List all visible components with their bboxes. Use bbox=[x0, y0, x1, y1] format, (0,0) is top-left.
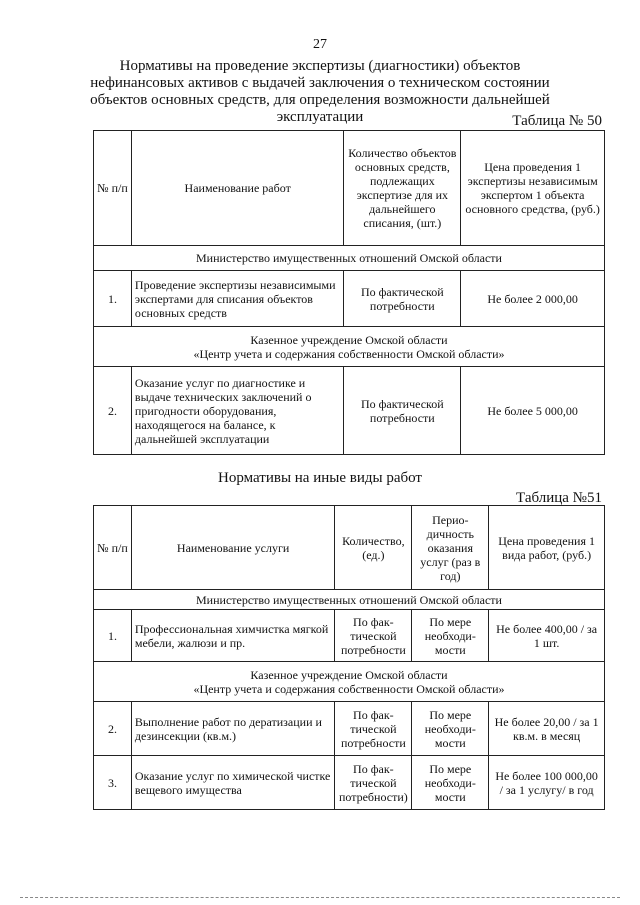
table-row bbox=[94, 702, 605, 756]
row-price: Не более 2 000,00 bbox=[461, 271, 605, 327]
table-51 bbox=[93, 505, 605, 810]
col-header-quantity: Количество, (ед.) bbox=[335, 506, 412, 590]
col-header-price: Цена проведения 1 экспертизы независимым экспертом 1 объекта основного средства, (руб.) bbox=[461, 131, 605, 246]
row-periodicity: По мере необходи-мости bbox=[412, 610, 489, 662]
group-title bbox=[94, 662, 605, 702]
page-number: 27 bbox=[313, 37, 327, 52]
row-quantity: По фактической потребности bbox=[344, 271, 461, 327]
table-header-row bbox=[94, 506, 605, 590]
col-header-quantity: Количество объектов основных средств, подлежащих экспертизе для их дальнейшего списания, (шт.) bbox=[344, 131, 461, 246]
table51-heading: Нормативы на иные виды работ bbox=[218, 470, 422, 486]
row-service-name: Профессиональная химчистка мягкой мебели, жалюзи и пр. bbox=[131, 610, 334, 662]
col-header-work-name: Наименование работ bbox=[131, 131, 344, 246]
row-periodicity: По мере необходи-мости bbox=[412, 702, 489, 756]
col-header-periodicity: Перио-дичность оказания услуг (раз в год) bbox=[412, 506, 489, 590]
row-number: 3. bbox=[94, 756, 132, 810]
row-quantity: По фактической потребности bbox=[344, 367, 461, 455]
row-periodicity: По мере необходи-мости bbox=[412, 756, 489, 810]
row-quantity: По фак-тической потребности bbox=[335, 702, 412, 756]
row-work-name: Оказание услуг по диагностике и выдаче технических заключений о пригодности оборудования, находящегося на балансе, к дальнейшей эксплуатации bbox=[131, 367, 344, 455]
group-row bbox=[94, 590, 605, 610]
table-50 bbox=[93, 130, 605, 455]
row-number: 2. bbox=[94, 367, 132, 455]
row-number: 1. bbox=[94, 271, 132, 327]
row-work-name: Проведение экспертизы независимыми экспертами для списания объектов основных средств bbox=[131, 271, 344, 327]
table-row bbox=[94, 367, 605, 455]
row-price: Не более 5 000,00 bbox=[461, 367, 605, 455]
row-quantity: По фак-тической потребности) bbox=[335, 756, 412, 810]
table-row bbox=[94, 610, 605, 662]
group-title: Министерство имущественных отношений Омской области bbox=[94, 590, 605, 610]
group-row bbox=[94, 327, 605, 367]
col-header-service-name: Наименование услуги bbox=[131, 506, 334, 590]
table50-label: Таблица № 50 bbox=[512, 113, 602, 129]
group-title-line: «Центр учета и содержания собственности Омской области» bbox=[193, 681, 505, 696]
col-header-number: № п/п bbox=[94, 131, 132, 246]
table51-label: Таблица №51 bbox=[516, 490, 602, 506]
group-row bbox=[94, 246, 605, 271]
group-title bbox=[94, 327, 605, 367]
table-row bbox=[94, 756, 605, 810]
group-row bbox=[94, 662, 605, 702]
row-service-name: Выполнение работ по дератизации и дезинсекции (кв.м.) bbox=[131, 702, 334, 756]
row-price: Не более 20,00 / за 1 кв.м. в месяц bbox=[489, 702, 605, 756]
row-service-name: Оказание услуг по химической чистке вещевого имущества bbox=[131, 756, 334, 810]
scan-edge-line bbox=[20, 897, 620, 898]
row-number: 2. bbox=[94, 702, 132, 756]
row-price: Не более 400,00 / за 1 шт. bbox=[489, 610, 605, 662]
row-quantity: По фак-тической потребности bbox=[335, 610, 412, 662]
col-header-number: № п/п bbox=[94, 506, 132, 590]
group-title: Министерство имущественных отношений Омской области bbox=[94, 246, 605, 271]
group-title-line: Казенное учреждение Омской области bbox=[250, 667, 448, 682]
row-number: 1. bbox=[94, 610, 132, 662]
table-row bbox=[94, 271, 605, 327]
row-price: Не более 100 000,00 / за 1 услугу/ в год bbox=[489, 756, 605, 810]
group-title-line: Казенное учреждение Омской области bbox=[250, 332, 448, 347]
table50-heading: Нормативы на проведение экспертизы (диагностики) объектов нефинансовых активов с выдачей заключения о техническом состоянии объектов основных средств, для определения возможности дальнейшей эксплуатации bbox=[90, 58, 550, 125]
col-header-price: Цена проведения 1 вида работ, (руб.) bbox=[489, 506, 605, 590]
table-header-row bbox=[94, 131, 605, 246]
group-title-line: «Центр учета и содержания собственности Омской области» bbox=[193, 346, 505, 361]
